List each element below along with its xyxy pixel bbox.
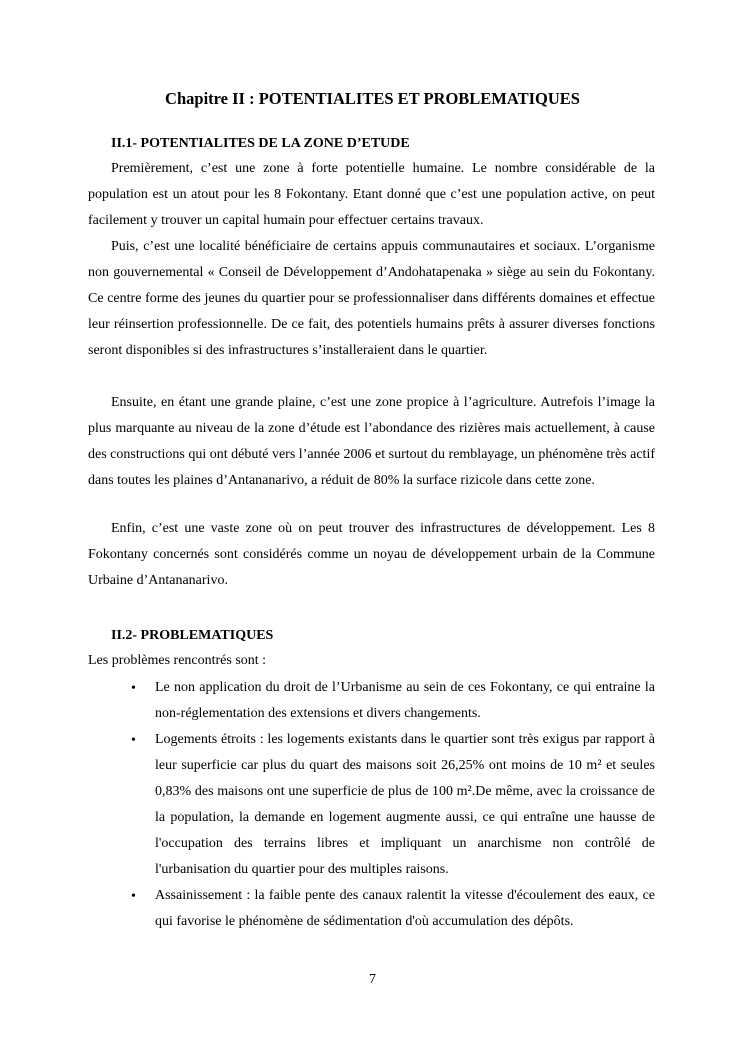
bullet-icon: •: [131, 889, 136, 904]
bullet-item-assainissement: Assainissement : la faible pente des canaux ralentit la vitesse d'écoulement des eaux, ce qui favorise le phénomène de sédimentation d'où accumulation des dépôts.: [155, 888, 655, 929]
bullet-item-logements: Logements étroits : les logements existants dans le quartier sont très exigus par rapport à leur superficie car plus du quart des maisons soit 26,25% ont moins de 10 m² et seules 0,83% des maisons ont une superficie de plus de 100 m².De même, avec la croissance de la population, la demande en logement augmente aussi, ce qui entraîne une hausse de l'occupation des terrains libres et impliquant un anarchisme non contrôlé de l'urbanisation du quartier pour des multiples raisons.: [155, 732, 655, 877]
chapter-title: Chapitre II : POTENTIALITES ET PROBLEMATIQUES: [165, 89, 580, 108]
problems-intro: Les problèmes rencontrés sont :: [88, 653, 267, 668]
page-number: 7: [369, 972, 376, 987]
paragraph-ensuite: Ensuite, en étant une grande plaine, c’est une zone propice à l’agriculture. Autrefois l’image la plus marquante au niveau de la zone d’étude est l’abondance des rizières mais actuellement, à cause des constructions qui ont débuté vers l’année 2006 et surtout du remblayage, un phénomène très actif dans toutes les plaines d’Antananarivo, a réduit de 80% la surface rizicole dans cette zone.: [88, 395, 655, 488]
section-heading-potentialites: II.1- POTENTIALITES DE LA ZONE D’ETUDE: [111, 136, 410, 151]
bullet-icon: •: [131, 733, 136, 748]
bullet-icon: •: [131, 681, 136, 696]
section-heading-problematiques: II.2- PROBLEMATIQUES: [111, 628, 274, 643]
paragraph-premierement: Premièrement, c’est une zone à forte potentielle humaine. Le nombre considérable de la population est un atout pour les 8 Fokontany. Etant donné que c’est une population active, on peut facilement y trouver un capital humain pour effectuer certains travaux.: [88, 161, 655, 228]
bullet-item-urbanisme: Le non application du droit de l’Urbanisme au sein de ces Fokontany, ce qui entraine la non-réglementation des extensions et divers changements.: [155, 680, 655, 721]
paragraph-puis: Puis, c’est une localité bénéficiaire de certains appuis communautaires et sociaux. L’organisme non gouvernemental « Conseil de Développement d’Andohatapenaka » siège au sein du Fokontany. Ce centre forme des jeunes du quartier pour se professionnaliser dans différents domaines et effectue leur réinsertion professionnelle. De ce fait, des potentiels humains prêts à assurer diverses fonctions seront disponibles si des infrastructures s’installeraient dans le quartier.: [88, 239, 655, 358]
paragraph-enfin: Enfin, c’est une vaste zone où on peut trouver des infrastructures de développement. Les 8 Fokontany concernés sont considérés comme un noyau de développement urbain de la Commune Urbaine d’Antananarivo.: [88, 521, 655, 588]
